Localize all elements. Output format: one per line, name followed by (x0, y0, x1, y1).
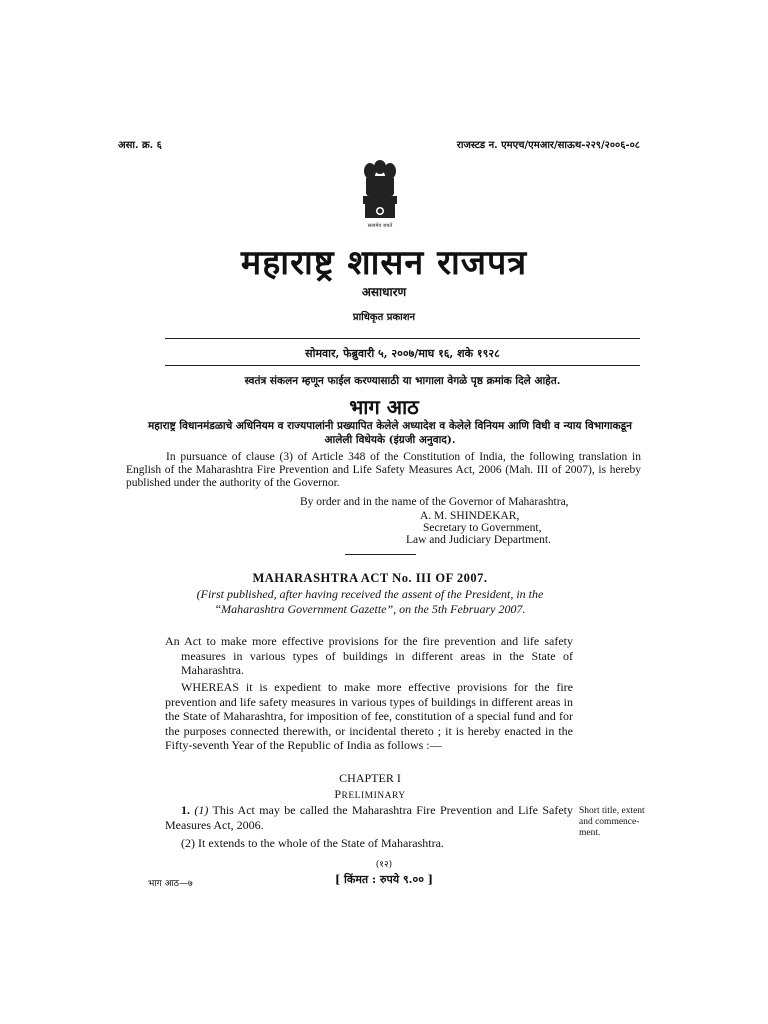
divider (165, 365, 640, 366)
act-title: MAHARASHTRA ACT No. III OF 2007. (252, 571, 488, 585)
national-emblem-icon (357, 158, 403, 230)
gazette-registration-left: असा. क्र. ६ (118, 140, 162, 151)
emblem-motto: सत्यमेव जयते (367, 223, 393, 229)
preliminary-rest: RELIMINARY (341, 791, 406, 801)
section-number: 1. (181, 803, 190, 817)
act-publication-note: (First published, after having received the assent of the President, in the “Maharashtra Government Gazette”, on the 5th February 2007. (196, 587, 544, 616)
section-text: This Act may be called the Maharashtra Fire Prevention and Life Safety Measures Act, 2006. (165, 803, 573, 832)
price-label: [ किंमत : रुपये ९.०० ] (335, 873, 433, 886)
page-number: (१२) (375, 860, 393, 870)
chapter-heading: CHAPTER I (339, 771, 401, 785)
part-description: महाराष्ट्र विधानमंडळाचे अधिनियम व राज्यपालांनी प्रख्यापित केलेले अध्यादेश व केलेले विनियम आणि विधी व न्याय विभागाकडून आलेली विधेयके (इंग्रजी अनुवाद). (148, 420, 632, 446)
signatory-name: A. M. SHINDEKAR, (420, 510, 520, 522)
publication-date: सोमवार, फेब्रुवारी ५, २००७/माघ १६, शके १९२८ (305, 347, 500, 360)
pursuance-paragraph: In pursuance of clause (3) of Article 348 of the Constitution of India, the following translation in English of the Maharashtra Fire Prevention and Life Safety Measures Act, 2006 (Mah. III of 2007), is hereby published under the authority of the Governor. (126, 451, 641, 489)
chapter-subheading (165, 787, 575, 802)
act-preamble: WHEREAS it is expedient to make more effective provisions for the fire prevention and life safety measures in various types of buildings in different areas in the State of Maharashtra, for imposition of fee, constitution of a special fund and for the purposes connected therewith, or incidental thereto ; it is hereby enacted in the Fifty-seventh Year of the Republic of India as follows :— (165, 680, 573, 752)
act-long-title: An Act to make more effective provisions for the fire prevention and life safety measures in various types of buildings in different areas in the State of Maharashtra. (165, 634, 573, 677)
gazette-subtitle: असाधारण (361, 285, 407, 299)
gazette-authority: प्राधिकृत प्रकाशन (352, 312, 416, 323)
gazette-title: महाराष्ट्र शासन राजपत्र (240, 243, 528, 283)
preliminary-initial: P (334, 787, 342, 801)
signatory-title: Secretary to Government, (423, 522, 542, 534)
order-line: By order and in the name of the Governor of Maharashtra, (300, 496, 569, 508)
divider (165, 338, 640, 339)
footer-part-label: भाग आठ—७ (148, 879, 193, 889)
divider (345, 554, 416, 555)
part-title: भाग आठ (349, 395, 419, 419)
signatory-department: Law and Judiciary Department. (406, 534, 551, 546)
gazette-registration-right: राजस्टड न. एमएच/एमआर/साऊथ-२२९/२००६-०८ (456, 140, 640, 151)
section-1-clause-1 (165, 803, 573, 833)
section-1-clause-2: (2) It extends to the whole of the State of Maharashtra. (181, 836, 444, 850)
margin-note: Short title, extent and commence- ment. (579, 806, 645, 838)
sub-clause-number: (1) (194, 803, 209, 817)
filing-note: स्वतंत्र संकलन म्हणून फाईल करण्यासाठी या भागाला वेगळे पृष्ठ क्रमांक दिले आहेत. (244, 375, 561, 387)
